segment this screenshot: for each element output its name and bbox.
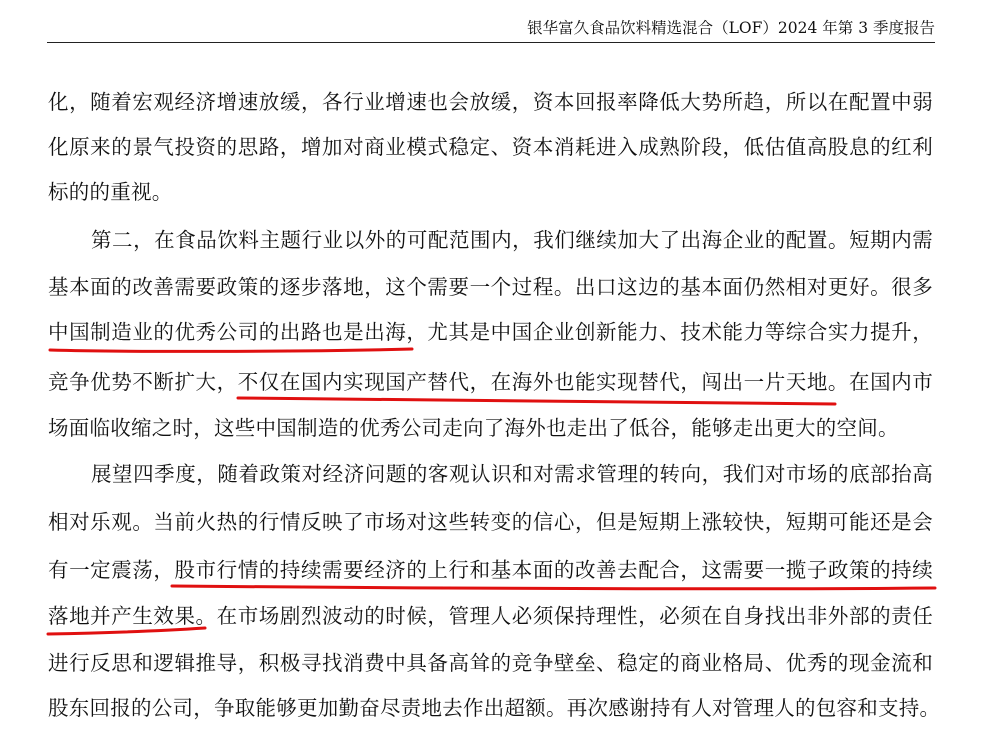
underline-mark (48, 628, 205, 634)
text-line: 相对乐观。当前火热的行情反映了市场对这些转变的信心，但是短期上涨较快，短期可能还是会 (48, 510, 933, 534)
text-line: 化原来的景气投资的思路，增加对商业模式稳定、资本消耗进入成熟阶段，低估值高股息的红利 (48, 135, 933, 159)
page-header: 银华富久食品饮料精选混合（LOF）2024 年第 3 季度报告 (527, 19, 935, 37)
text-line: 落地并产生效果。在市场剧烈波动的时候，管理人必须保持理性，必须在自身找出非外部的责任 (48, 604, 933, 628)
text-line: 展望四季度，随着政策对经济问题的客观认识和对需求管理的转向，我们对市场的底部抬高 (91, 462, 933, 486)
underline-mark (50, 349, 412, 351)
text-line: 标的的重视。 (48, 180, 173, 204)
text-line: 股东回报的公司，争取能够更加勤奋尽责地去作出超额。再次感谢持有人对管理人的包容和支持。 (48, 696, 941, 720)
text-line: 场面临收缩之时，这些中国制造的优秀公司走向了海外也走出了低谷，能够走出更大的空间。 (48, 416, 899, 440)
text-line: 进行反思和逻辑推导，积极寻找消费中具备高耸的竞争壁垒、稳定的商业格局、优秀的现金流和 (48, 651, 933, 675)
underline-mark (238, 398, 835, 404)
text-line: 有一定震荡，股市行情的持续需要经济的上行和基本面的改善去配合，这需要一揽子政策的持续 (48, 558, 933, 582)
text-line: 第二，在食品饮料主题行业以外的可配范围内，我们继续加大了出海企业的配置。短期内需 (91, 228, 933, 252)
text-line: 竞争优势不断扩大，不仅在国内实现国产替代，在海外也能实现替代，闯出一片天地。在国内市 (48, 370, 933, 394)
text-line: 中国制造业的优秀公司的出路也是出海，尤其是中国企业创新能力、技术能力等综合实力提升， (48, 320, 933, 344)
underline-mark (172, 586, 935, 589)
text-line: 基本面的改善需要政策的逐步落地，这个需要一个过程。出口这边的基本面仍然相对更好。很多 (48, 275, 933, 299)
text-line: 化，随着宏观经济增速放缓，各行业增速也会放缓，资本回报率降低大势所趋，所以在配置中弱 (48, 90, 933, 114)
